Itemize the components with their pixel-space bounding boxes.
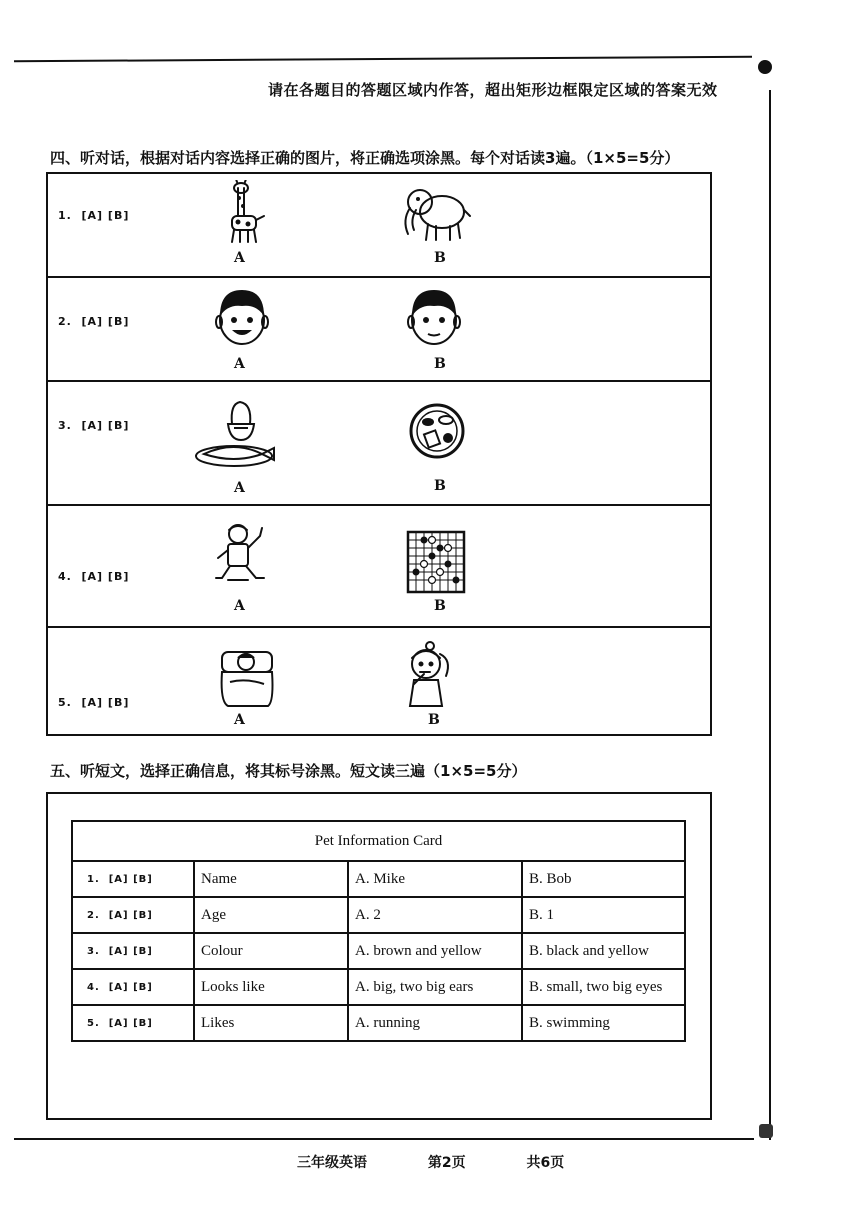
option-b-text: B. 1 [522, 897, 685, 933]
food-plate-icon [408, 402, 466, 460]
question-row-3 [46, 380, 712, 506]
option-b-text: B. swimming [522, 1005, 685, 1041]
answer-bubbles[interactable]: [A] [B] [81, 419, 130, 432]
option-b-text: B. Bob [522, 861, 685, 897]
table-row [72, 1005, 685, 1041]
question-number[interactable]: 3. [A] [B] [72, 933, 194, 969]
question-number: 2. [A] [B] [58, 315, 130, 328]
footer-total: 共6页 [526, 1155, 565, 1171]
option-a-label: A [234, 250, 245, 266]
question-number[interactable]: 2. [A] [B] [72, 897, 194, 933]
question-row-1 [46, 172, 712, 278]
chess-board-icon [406, 530, 466, 594]
answer-bubbles[interactable]: [A] [B] [81, 696, 130, 709]
table-row [72, 969, 685, 1005]
option-a-text: A. running [348, 1005, 522, 1041]
corner-mark [759, 1124, 773, 1138]
option-b-label: B [434, 356, 446, 372]
rice-and-fish-icon [194, 398, 278, 470]
option-a-text: A. 2 [348, 897, 522, 933]
question-row-2 [46, 276, 712, 382]
answer-bubbles[interactable]: [A] [B] [81, 315, 130, 328]
field-label: Name [194, 861, 348, 897]
smiling-boy-icon [212, 284, 272, 350]
answer-bubbles[interactable]: [A] [B] [81, 570, 130, 583]
option-a-label: A [234, 356, 245, 372]
top-rule [14, 56, 752, 63]
sleeping-girl-icon [218, 648, 276, 710]
section5-title: 五、听短文，选择正确信息，将其标号涂黑。短文读三遍（1×5=5分） [50, 762, 527, 780]
girl-brushing-teeth-icon [400, 640, 456, 710]
option-b-label: B [434, 250, 446, 266]
question-row-4 [46, 504, 712, 628]
kung-fu-icon [212, 520, 272, 592]
boy-face-icon [404, 284, 464, 350]
section4-title: 四、听对话，根据对话内容选择正确的图片，将正确选项涂黑。每个对话读3遍。（1×5=5分） [50, 149, 680, 167]
footer-page: 第2页 [427, 1155, 466, 1171]
field-label: Looks like [194, 969, 348, 1005]
table-row [72, 897, 685, 933]
question-number[interactable]: 1. [A] [B] [72, 861, 194, 897]
answer-bubbles[interactable]: [A] [B] [81, 209, 130, 222]
option-b-label: B [434, 478, 446, 494]
option-b-text: B. black and yellow [522, 933, 685, 969]
option-a-label: A [234, 480, 245, 496]
elephant-icon [400, 180, 472, 244]
question-number[interactable]: 4. [A] [B] [72, 969, 194, 1005]
option-a-text: A. Mike [348, 861, 522, 897]
question-number[interactable]: 5. [A] [B] [72, 1005, 194, 1041]
question-number: 4. [A] [B] [58, 570, 130, 583]
card-title: Pet Information Card [72, 821, 685, 861]
option-b-text: B. small, two big eyes [522, 969, 685, 1005]
question-number: 1. [A] [B] [58, 209, 130, 222]
giraffe-icon [218, 180, 268, 244]
table-row [72, 933, 685, 969]
footer-grade: 三年级英语 [297, 1155, 367, 1171]
bottom-rule [14, 1138, 754, 1140]
question-row-5 [46, 626, 712, 736]
question-number: 5. [A] [B] [58, 696, 130, 709]
option-a-label: A [234, 598, 245, 614]
pet-information-card [71, 820, 686, 1042]
answer-area-notice: 请在各题目的答题区域内作答，超出矩形边框限定区域的答案无效 [268, 81, 718, 99]
field-label: Colour [194, 933, 348, 969]
option-a-text: A. brown and yellow [348, 933, 522, 969]
option-b-label: B [434, 598, 446, 614]
table-row [72, 861, 685, 897]
page-footer [297, 1152, 594, 1172]
option-b-label: B [428, 712, 440, 728]
option-a-text: A. big, two big ears [348, 969, 522, 1005]
field-label: Likes [194, 1005, 348, 1041]
question-number: 3. [A] [B] [58, 419, 130, 432]
right-margin-rule [769, 90, 771, 1140]
registration-dot [758, 60, 772, 74]
option-a-label: A [234, 712, 245, 728]
field-label: Age [194, 897, 348, 933]
